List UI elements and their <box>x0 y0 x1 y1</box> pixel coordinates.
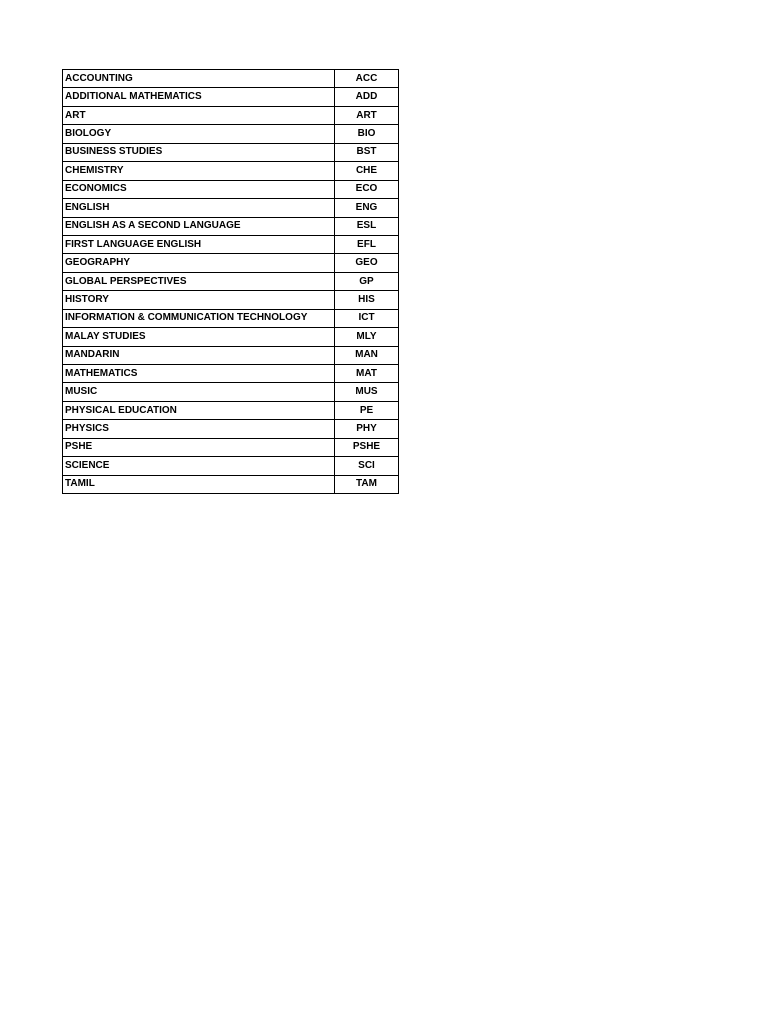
subject-name-cell[interactable]: TAMIL <box>63 475 335 493</box>
table-row <box>63 217 399 235</box>
subject-name-cell[interactable]: MUSIC <box>63 383 335 401</box>
table-row <box>63 125 399 143</box>
subject-code-cell[interactable]: ICT <box>335 309 399 327</box>
subject-code-cell[interactable]: MAN <box>335 346 399 364</box>
subject-name-cell[interactable]: ACCOUNTING <box>63 70 335 88</box>
table-row <box>63 328 399 346</box>
subject-name-cell[interactable]: BUSINESS STUDIES <box>63 143 335 161</box>
subject-code-cell[interactable]: HIS <box>335 291 399 309</box>
table-row <box>63 88 399 106</box>
subject-name-cell[interactable]: GEOGRAPHY <box>63 254 335 272</box>
subject-code-cell[interactable]: MAT <box>335 365 399 383</box>
subject-code-cell[interactable]: BIO <box>335 125 399 143</box>
subject-name-cell[interactable]: MANDARIN <box>63 346 335 364</box>
table-row <box>63 420 399 438</box>
table-row <box>63 70 399 88</box>
table-row <box>63 309 399 327</box>
subject-name-cell[interactable]: PHYSICS <box>63 420 335 438</box>
subject-code-cell[interactable]: EFL <box>335 235 399 253</box>
subject-name-cell[interactable]: MALAY STUDIES <box>63 328 335 346</box>
subject-code-cell[interactable]: MLY <box>335 328 399 346</box>
subject-name-cell[interactable]: ART <box>63 106 335 124</box>
table-row <box>63 254 399 272</box>
subject-name-cell[interactable]: PSHE <box>63 438 335 456</box>
subject-code-cell[interactable]: PHY <box>335 420 399 438</box>
subject-name-cell[interactable]: INFORMATION & COMMUNICATION TECHNOLOGY <box>63 309 335 327</box>
subject-code-cell[interactable]: ACC <box>335 70 399 88</box>
subject-name-cell[interactable]: MATHEMATICS <box>63 365 335 383</box>
subject-name-cell[interactable]: ECONOMICS <box>63 180 335 198</box>
subject-code-cell[interactable]: TAM <box>335 475 399 493</box>
subject-code-cell[interactable]: PSHE <box>335 438 399 456</box>
subject-name-cell[interactable]: ADDITIONAL MATHEMATICS <box>63 88 335 106</box>
subject-code-cell[interactable]: GEO <box>335 254 399 272</box>
subject-code-cell[interactable]: CHE <box>335 162 399 180</box>
table-row <box>63 199 399 217</box>
subject-name-cell[interactable]: SCIENCE <box>63 457 335 475</box>
subject-code-cell[interactable]: GP <box>335 272 399 290</box>
table-row <box>63 475 399 493</box>
subject-name-cell[interactable]: BIOLOGY <box>63 125 335 143</box>
table-row <box>63 346 399 364</box>
table-row <box>63 272 399 290</box>
subject-code-cell[interactable]: ESL <box>335 217 399 235</box>
subject-name-cell[interactable]: ENGLISH <box>63 199 335 217</box>
table-row <box>63 365 399 383</box>
table-row <box>63 291 399 309</box>
table-row <box>63 401 399 419</box>
subject-name-cell[interactable]: GLOBAL PERSPECTIVES <box>63 272 335 290</box>
subject-code-cell[interactable]: ENG <box>335 199 399 217</box>
subject-name-cell[interactable]: PHYSICAL EDUCATION <box>63 401 335 419</box>
table-row <box>63 457 399 475</box>
subject-code-table <box>62 69 399 494</box>
table-row <box>63 106 399 124</box>
subject-name-cell[interactable]: FIRST LANGUAGE ENGLISH <box>63 235 335 253</box>
table-row <box>63 438 399 456</box>
subject-code-cell[interactable]: ECO <box>335 180 399 198</box>
subject-name-cell[interactable]: CHEMISTRY <box>63 162 335 180</box>
subject-code-cell[interactable]: SCI <box>335 457 399 475</box>
subject-code-cell[interactable]: BST <box>335 143 399 161</box>
table-row <box>63 180 399 198</box>
table-row <box>63 383 399 401</box>
subject-code-cell[interactable]: MUS <box>335 383 399 401</box>
subject-name-cell[interactable]: ENGLISH AS A SECOND LANGUAGE <box>63 217 335 235</box>
spreadsheet-area <box>62 69 399 494</box>
subject-code-cell[interactable]: ART <box>335 106 399 124</box>
subject-code-cell[interactable]: PE <box>335 401 399 419</box>
table-row <box>63 162 399 180</box>
subject-table-body <box>63 70 399 494</box>
table-row <box>63 235 399 253</box>
subject-code-cell[interactable]: ADD <box>335 88 399 106</box>
subject-name-cell[interactable]: HISTORY <box>63 291 335 309</box>
table-row <box>63 143 399 161</box>
